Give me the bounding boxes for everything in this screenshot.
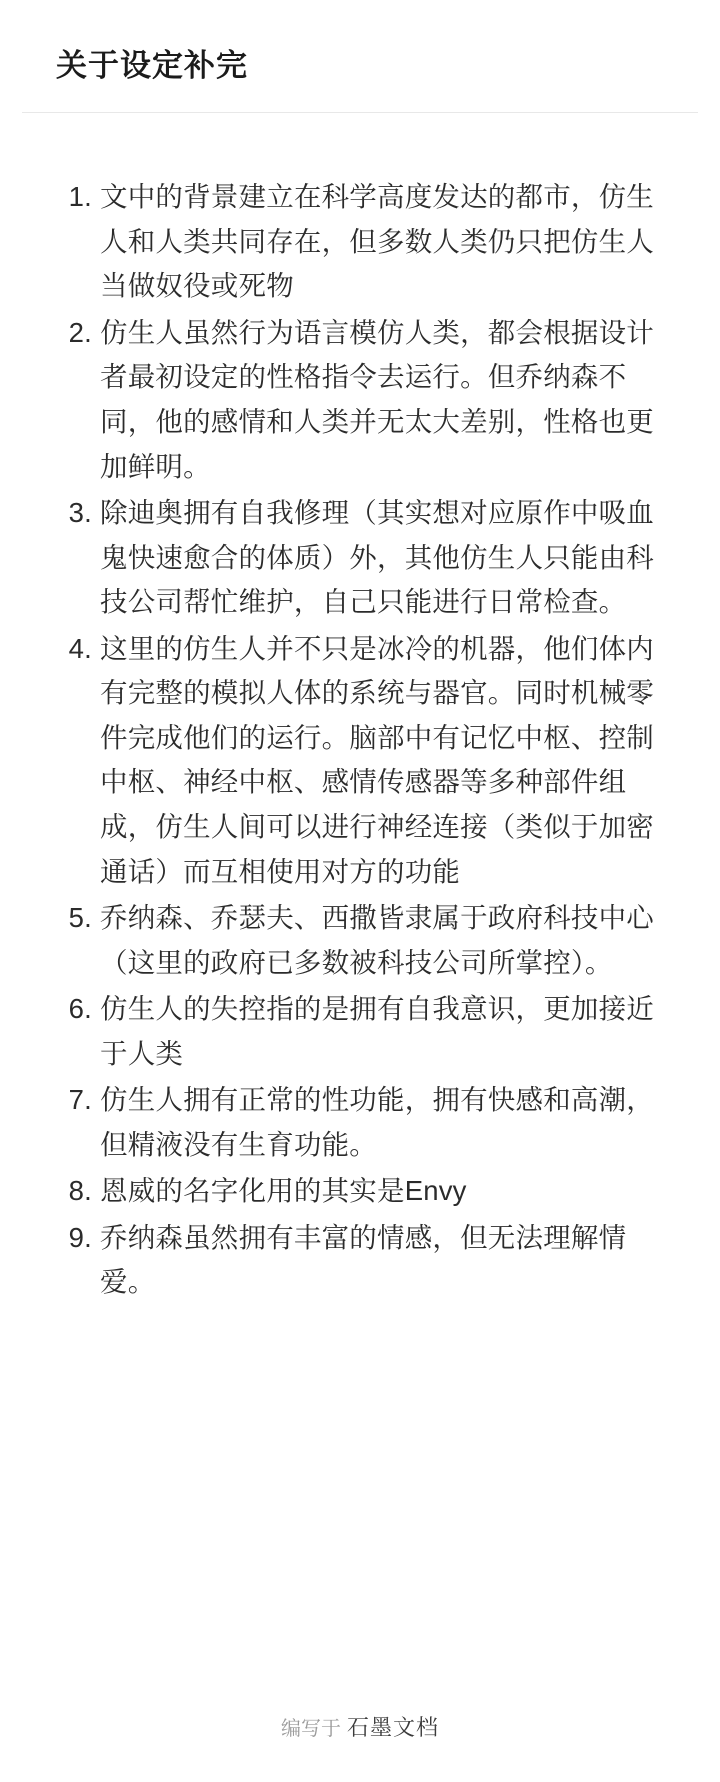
list-item: 仿生人拥有正常的性功能，拥有快感和高潮，但精液没有生育功能。: [100, 1084, 654, 1160]
list-item: 乔纳森、乔瑟夫、西撒皆隶属于政府科技中心（这里的政府已多数被科技公司所掌控）。: [100, 902, 654, 978]
list-item: 恩威的名字化用的其实是Envy: [100, 1175, 467, 1207]
document-body: [0, 113, 720, 1651]
list-item: 这里的仿生人并不只是冰冷的机器，他们体内有完整的模拟人体的系统与器官。同时机械零件完成他们的运行。脑部中有记忆中枢、控制中枢、神经中枢、感情传感器等多种部件组成，仿生人间可以进行神经连接（类似于加密通话）而互相使用对方的功能: [100, 632, 654, 887]
footer-brand-link[interactable]: 石墨文档: [346, 1715, 439, 1740]
list-item: 文中的背景建立在科学高度发达的都市，仿生人和人类共同存在，但多数人类仍只把仿生人当做奴役或死物: [100, 181, 654, 302]
document-header: [0, 0, 720, 112]
document-footer: [0, 1651, 720, 1782]
footer-prefix: 编写于: [280, 1718, 341, 1740]
list-item: 仿生人的失控指的是拥有自我意识，更加接近于人类: [100, 993, 654, 1069]
list-item: 仿生人虽然行为语言模仿人类，都会根据设计者最初设定的性格指令去运行。但乔纳森不同，他的感情和人类并无太大差别，性格也更加鲜明。: [100, 316, 654, 482]
list-item: 乔纳森虽然拥有丰富的情感，但无法理解情爱。: [100, 1221, 627, 1298]
page-title: 关于设定补完: [56, 48, 248, 83]
list-item: 除迪奥拥有自我修理（其实想对应原作中吸血鬼快速愈合的体质）外，其他仿生人只能由科技公司帮忙维护，自己只能进行日常检查。: [100, 497, 654, 618]
ordered-list: [52, 175, 672, 1305]
